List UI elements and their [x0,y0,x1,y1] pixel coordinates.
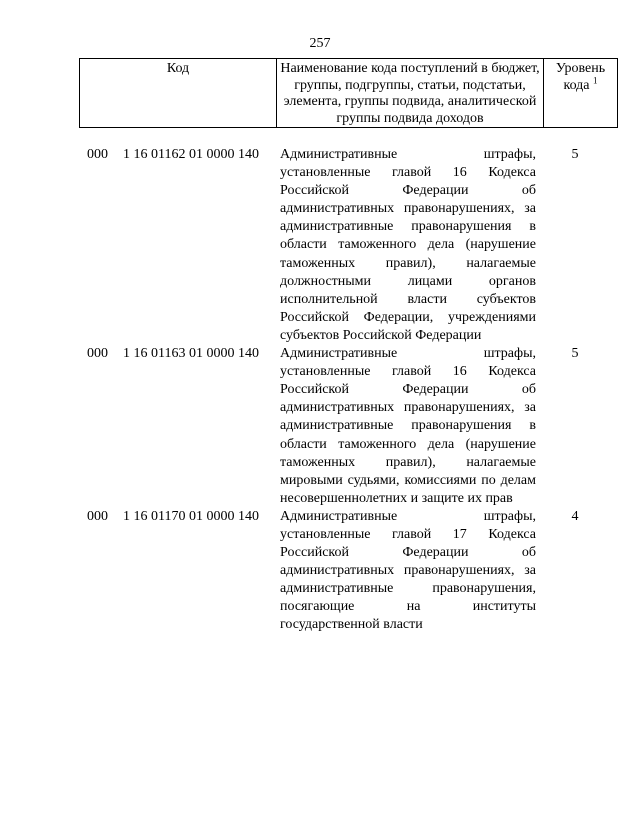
table-row [0,345,640,508]
row-admin-code: 000 [87,147,108,162]
page-number: 257 [309,36,331,51]
table-row [0,146,640,345]
header-level [544,59,618,128]
table-body [0,146,640,635]
row-name: Административные штрафы, установленные главой 16 Кодекса Российской Федерации об административных правонарушениях, за административные правонарушения в области таможенного дела (нарушение таможенных правил), налагаемые должностными лицами органов исполнительной власти субъектов Российской Федерации, учреждениями субъектов Российской Федерации [280,147,536,343]
row-revenue-code: 1 16 01162 01 0000 140 [123,147,259,162]
row-name: Административные штрафы, установленные главой 16 Кодекса Российской Федерации об административных правонарушениях, за административные правонарушения в области таможенного дела (нарушение таможенных правил), налагаемые мировыми судьями, комиссиями по делам несовершеннолетних и защите их прав [280,346,536,506]
row-revenue-code: 1 16 01170 01 0000 140 [123,508,259,524]
table-header [79,58,618,128]
row-admin-code: 000 [87,346,108,362]
row-admin-code: 000 [87,508,108,524]
row-level: 5 [571,346,579,362]
row-name: Административные штрафы, установленные главой 17 Кодекса Российской Федерации об административных правонарушениях, за административные правонарушения, посягающие на институты государственной власти [280,508,536,633]
row-revenue-code: 1 16 01163 01 0000 140 [123,346,259,362]
header-level-label: Уровень кода [555,61,606,93]
table-row [0,508,640,635]
row-level: 5 [571,147,579,162]
row-level: 4 [571,508,579,524]
header-name: Наименование кода поступлений в бюджет, группы, подгруппы, статьи, подстатьи, элемента, группы подвида, аналитической группы подвида доходов [277,59,544,128]
header-level-footnote: 1 [593,74,598,85]
header-code: Код [80,59,277,128]
